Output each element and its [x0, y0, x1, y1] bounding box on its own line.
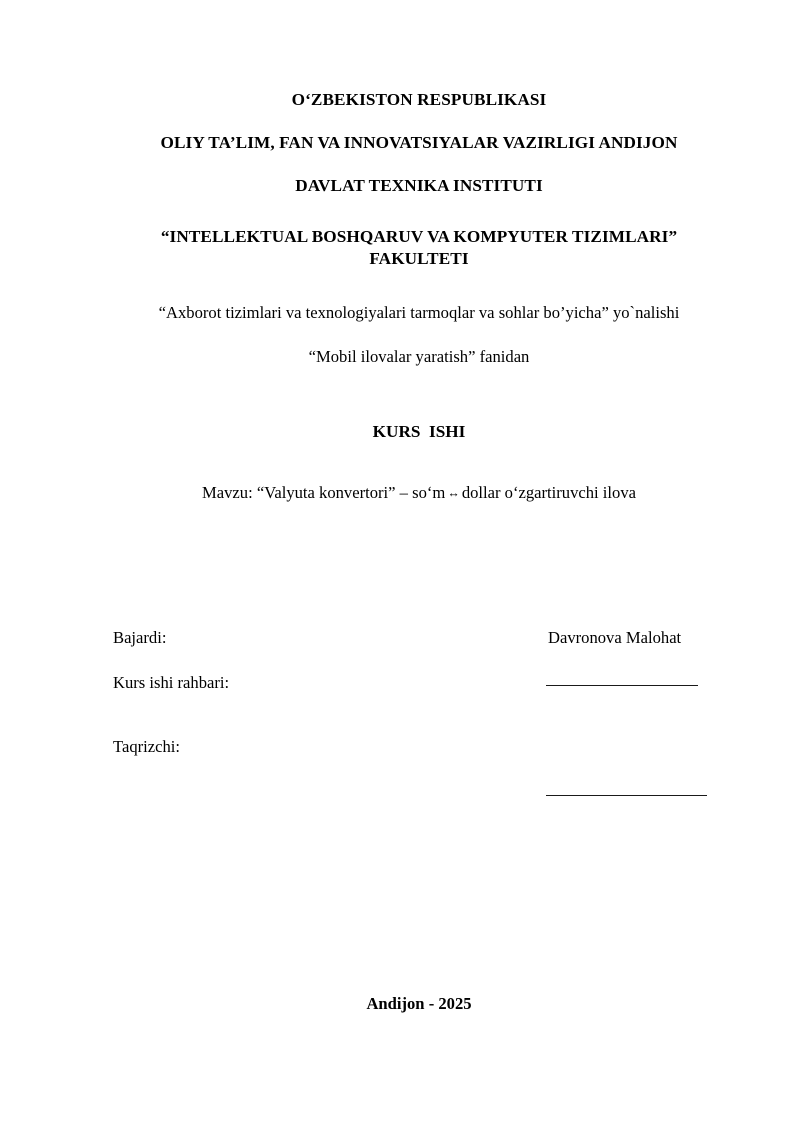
document-footer: Andijon - 2025: [366, 994, 472, 1013]
header-line-ministry-country: O‘ZBEKISTON RESPUBLIKASI: [291, 90, 547, 109]
header-line-ministry: OLIY TA’LIM, FAN VA INNOVATSIYALAR VAZIRLIGI ANDIJON: [160, 133, 678, 152]
header-line-institute: DAVLAT TEXNIKA INSTITUTI: [295, 176, 543, 195]
topic-prefix: Mavzu: “Valyuta konvertori” – so‘m: [202, 483, 446, 502]
faculty-name-line-2: FAKULTETI: [369, 249, 469, 268]
topic-suffix: dollar o‘zgartiruvchi ilova: [461, 483, 636, 502]
faculty-name-line-1: “INTELLEKTUAL BOSHQARUV VA KOMPYUTER TIZIMLARI”: [160, 227, 678, 246]
institution-header: [113, 78, 725, 207]
bidirectional-arrow-icon: ↔: [447, 486, 460, 500]
document-content: [113, 0, 725, 503]
performed-by-label: Bajardi:: [113, 628, 167, 647]
specialization-line: “Axborot tizimlari va texnologiyalari tarmoqlar va sohlar bo’yicha” yo`nalishi: [158, 303, 680, 322]
reviewer-signature-line: [546, 795, 707, 796]
performed-by-value: Davronova Malohat: [548, 628, 682, 647]
work-type-title: KURS ISHI: [372, 422, 466, 441]
subject-line: “Mobil ilovalar yaratish” fanidan: [308, 347, 530, 366]
reviewer-label: Taqrizchi:: [113, 737, 181, 756]
supervisor-label: Kurs ishi rahbari:: [113, 673, 230, 692]
topic-line: [113, 483, 725, 503]
supervisor-signature-line: [546, 685, 698, 686]
